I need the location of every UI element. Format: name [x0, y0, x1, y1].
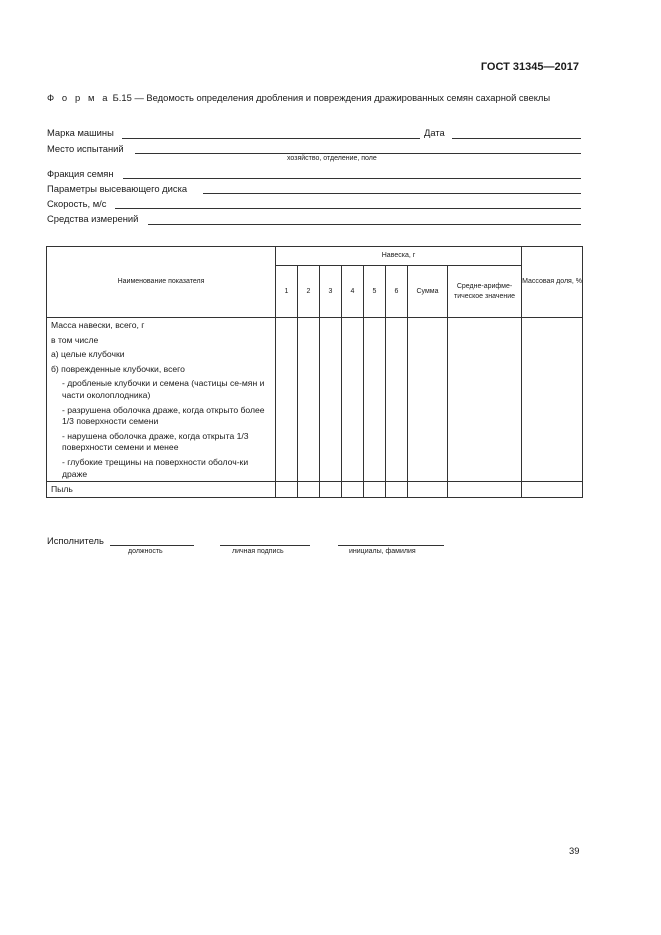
position-field[interactable]	[110, 545, 194, 546]
indicator-header: Наименование показателя	[47, 247, 276, 318]
instruments-field[interactable]	[148, 224, 581, 225]
disc-field[interactable]	[203, 193, 581, 194]
disc-label: Параметры высевающего диска	[47, 183, 188, 194]
fraction-label: Фракция семян	[47, 168, 114, 179]
mass-share-header: Массовая доля, %	[522, 247, 583, 318]
row-label: а) целые клубочки	[47, 347, 276, 362]
table-row	[47, 333, 583, 348]
instruments-label: Средства измерений	[47, 213, 139, 224]
table-row	[47, 429, 583, 455]
row-label: б) поврежденные клубочки, всего	[47, 362, 276, 377]
sample-header: Навеска, г	[276, 247, 522, 266]
date-label: Дата	[424, 127, 445, 138]
row-label: в том числе	[47, 333, 276, 348]
page-number: 39	[569, 845, 580, 856]
sum-col: Сумма	[408, 266, 448, 318]
position-hint: должность	[128, 548, 163, 555]
machine-label: Марка машины	[47, 127, 114, 138]
form-title	[47, 92, 550, 103]
row-label: - глубокие трещины на поверхности оболоч-ки драже	[47, 455, 276, 482]
fraction-field[interactable]	[123, 178, 581, 179]
form-title-text: Б.15 — Ведомость определения дробления и повреждения дражированных семян сахарной свеклы	[110, 92, 551, 103]
sample-col-1: 1	[276, 266, 298, 318]
executor-label: Исполнитель	[47, 535, 104, 546]
standard-number: ГОСТ 31345—2017	[480, 61, 579, 73]
row-label: - разрушена оболочка драже, когда открыто более 1/3 поверхности семени	[47, 403, 276, 429]
row-label: - дробленые клубочки и семена (частицы се-мян и части околоплодника)	[47, 376, 276, 402]
table-row	[47, 376, 583, 402]
speed-field[interactable]	[115, 208, 581, 209]
speed-label: Скорость, м/с	[47, 198, 107, 209]
table-row	[47, 362, 583, 377]
signature-field[interactable]	[220, 545, 310, 546]
signature-hint: личная подпись	[232, 548, 284, 555]
sample-col-3: 3	[320, 266, 342, 318]
place-field[interactable]	[135, 153, 581, 154]
measurement-table	[46, 246, 583, 498]
dust-row	[47, 482, 583, 498]
sample-col-4: 4	[342, 266, 364, 318]
table-row	[47, 318, 583, 333]
form-prefix: Ф о р м а	[47, 92, 111, 103]
date-field[interactable]	[452, 138, 581, 139]
place-hint: хозяйство, отделение, поле	[287, 155, 377, 162]
row-label: Масса навески, всего, г	[47, 318, 276, 333]
name-field[interactable]	[338, 545, 444, 546]
sample-col-5: 5	[364, 266, 386, 318]
table-row	[47, 403, 583, 429]
sample-col-6: 6	[386, 266, 408, 318]
dust-label: Пыль	[47, 482, 276, 498]
place-label: Место испытаний	[47, 143, 124, 154]
table-row	[47, 455, 583, 482]
machine-field[interactable]	[122, 138, 420, 139]
sample-col-2: 2	[298, 266, 320, 318]
row-label: - нарушена оболочка драже, когда открыта 1/3 поверхности семени и менее	[47, 429, 276, 455]
name-hint: инициалы, фамилия	[349, 548, 416, 555]
mean-col: Средне-арифме-тическое значение	[448, 266, 522, 318]
table-row	[47, 347, 583, 362]
